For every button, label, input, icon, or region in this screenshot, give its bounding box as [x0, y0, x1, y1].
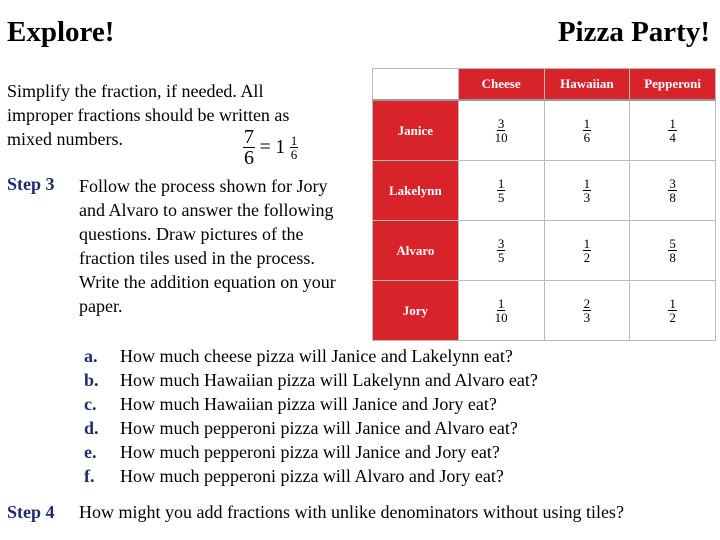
question-item	[84, 416, 538, 440]
proper-fraction: $\frac{1}{6}$	[290, 133, 298, 162]
question-text: How much pepperoni pizza will Alvaro and Jory eat?	[120, 466, 504, 486]
step3-label: Step 3	[7, 174, 55, 194]
column-header-pepperoni: Pepperoni	[630, 69, 716, 101]
step4-label: Step 4	[7, 502, 55, 522]
step3-instructions: Follow the process shown for Jory and Alvaro to answer the following questions. Draw pictures of the fraction tiles used in the process. Write the addition equation on your paper.	[79, 176, 336, 316]
question-letter: a.	[84, 346, 98, 366]
fraction-cell	[544, 281, 630, 341]
question-text: How much cheese pizza will Janice and Lakelynn eat?	[120, 346, 513, 366]
table-row	[373, 281, 716, 341]
fraction: $\frac{1}{6}$	[583, 116, 591, 145]
question-letter: d.	[84, 418, 99, 438]
question-letter: f.	[84, 466, 95, 486]
table-row	[373, 100, 716, 161]
improper-fraction: $\frac{7}{6}$	[244, 126, 254, 169]
table-corner	[373, 69, 459, 101]
row-header-janice: Janice	[373, 100, 459, 161]
fraction-cell	[458, 161, 544, 221]
table-row	[373, 161, 716, 221]
question-text: How much pepperoni pizza will Janice and Jory eat?	[120, 442, 500, 462]
fraction: $\frac{3}{5}$	[497, 236, 505, 265]
whole-number: 1	[275, 136, 286, 158]
row-header-jory: Jory	[373, 281, 459, 341]
fraction: $\frac{5}{8}$	[669, 236, 676, 265]
question-item	[84, 440, 538, 464]
row-header-alvaro: Alvaro	[373, 221, 459, 281]
explore-title: Explore!	[7, 16, 115, 48]
fraction: $\frac{3}{10}$	[494, 116, 508, 145]
fraction-cell	[458, 281, 544, 341]
intro-instructions: Simplify the fraction, if needed. All improper fractions should be written as mixed numbers.	[7, 81, 290, 149]
fraction: $\frac{3}{8}$	[669, 176, 676, 205]
question-letter: b.	[84, 370, 99, 390]
question-text: How much pepperoni pizza will Janice and Alvaro eat?	[120, 418, 518, 438]
fraction: $\frac{1}{5}$	[497, 176, 505, 205]
question-item	[84, 392, 538, 416]
fraction-cell	[630, 161, 716, 221]
mixed-number-example	[243, 127, 298, 168]
row-header-lakelynn: Lakelynn	[373, 161, 459, 221]
question-text: How much Hawaiian pizza will Lakelynn and Alvaro eat?	[120, 370, 538, 390]
question-list	[84, 344, 538, 488]
fraction-cell	[544, 221, 630, 281]
fraction-cell	[630, 281, 716, 341]
equals-sign: =	[259, 136, 271, 158]
fraction-cell	[544, 100, 630, 161]
fraction-cell	[458, 100, 544, 161]
fraction-cell	[630, 100, 716, 161]
question-item	[84, 344, 538, 368]
question-text: How much Hawaiian pizza will Janice and Jory eat?	[120, 394, 497, 414]
column-header-hawaiian: Hawaiian	[544, 69, 630, 101]
question-item	[84, 368, 538, 392]
question-item	[84, 464, 538, 488]
fraction: $\frac{1}{10}$	[494, 296, 508, 325]
fraction: $\frac{1}{4}$	[669, 116, 676, 145]
fraction: $\frac{1}{2}$	[583, 236, 591, 265]
step4-question: How might you add fractions with unlike denominators without using tiles?	[79, 502, 624, 522]
fraction: $\frac{1}{3}$	[583, 176, 591, 205]
table-row	[373, 221, 716, 281]
pizza-table	[372, 68, 716, 341]
question-letter: c.	[84, 394, 97, 414]
fraction-cell	[630, 221, 716, 281]
column-header-cheese: Cheese	[458, 69, 544, 101]
fraction: $\frac{2}{3}$	[583, 296, 591, 325]
fraction: $\frac{1}{2}$	[669, 296, 676, 325]
fraction-cell	[544, 161, 630, 221]
question-letter: e.	[84, 442, 97, 462]
fraction-cell	[458, 221, 544, 281]
pizza-party-title: Pizza Party!	[557, 16, 710, 48]
